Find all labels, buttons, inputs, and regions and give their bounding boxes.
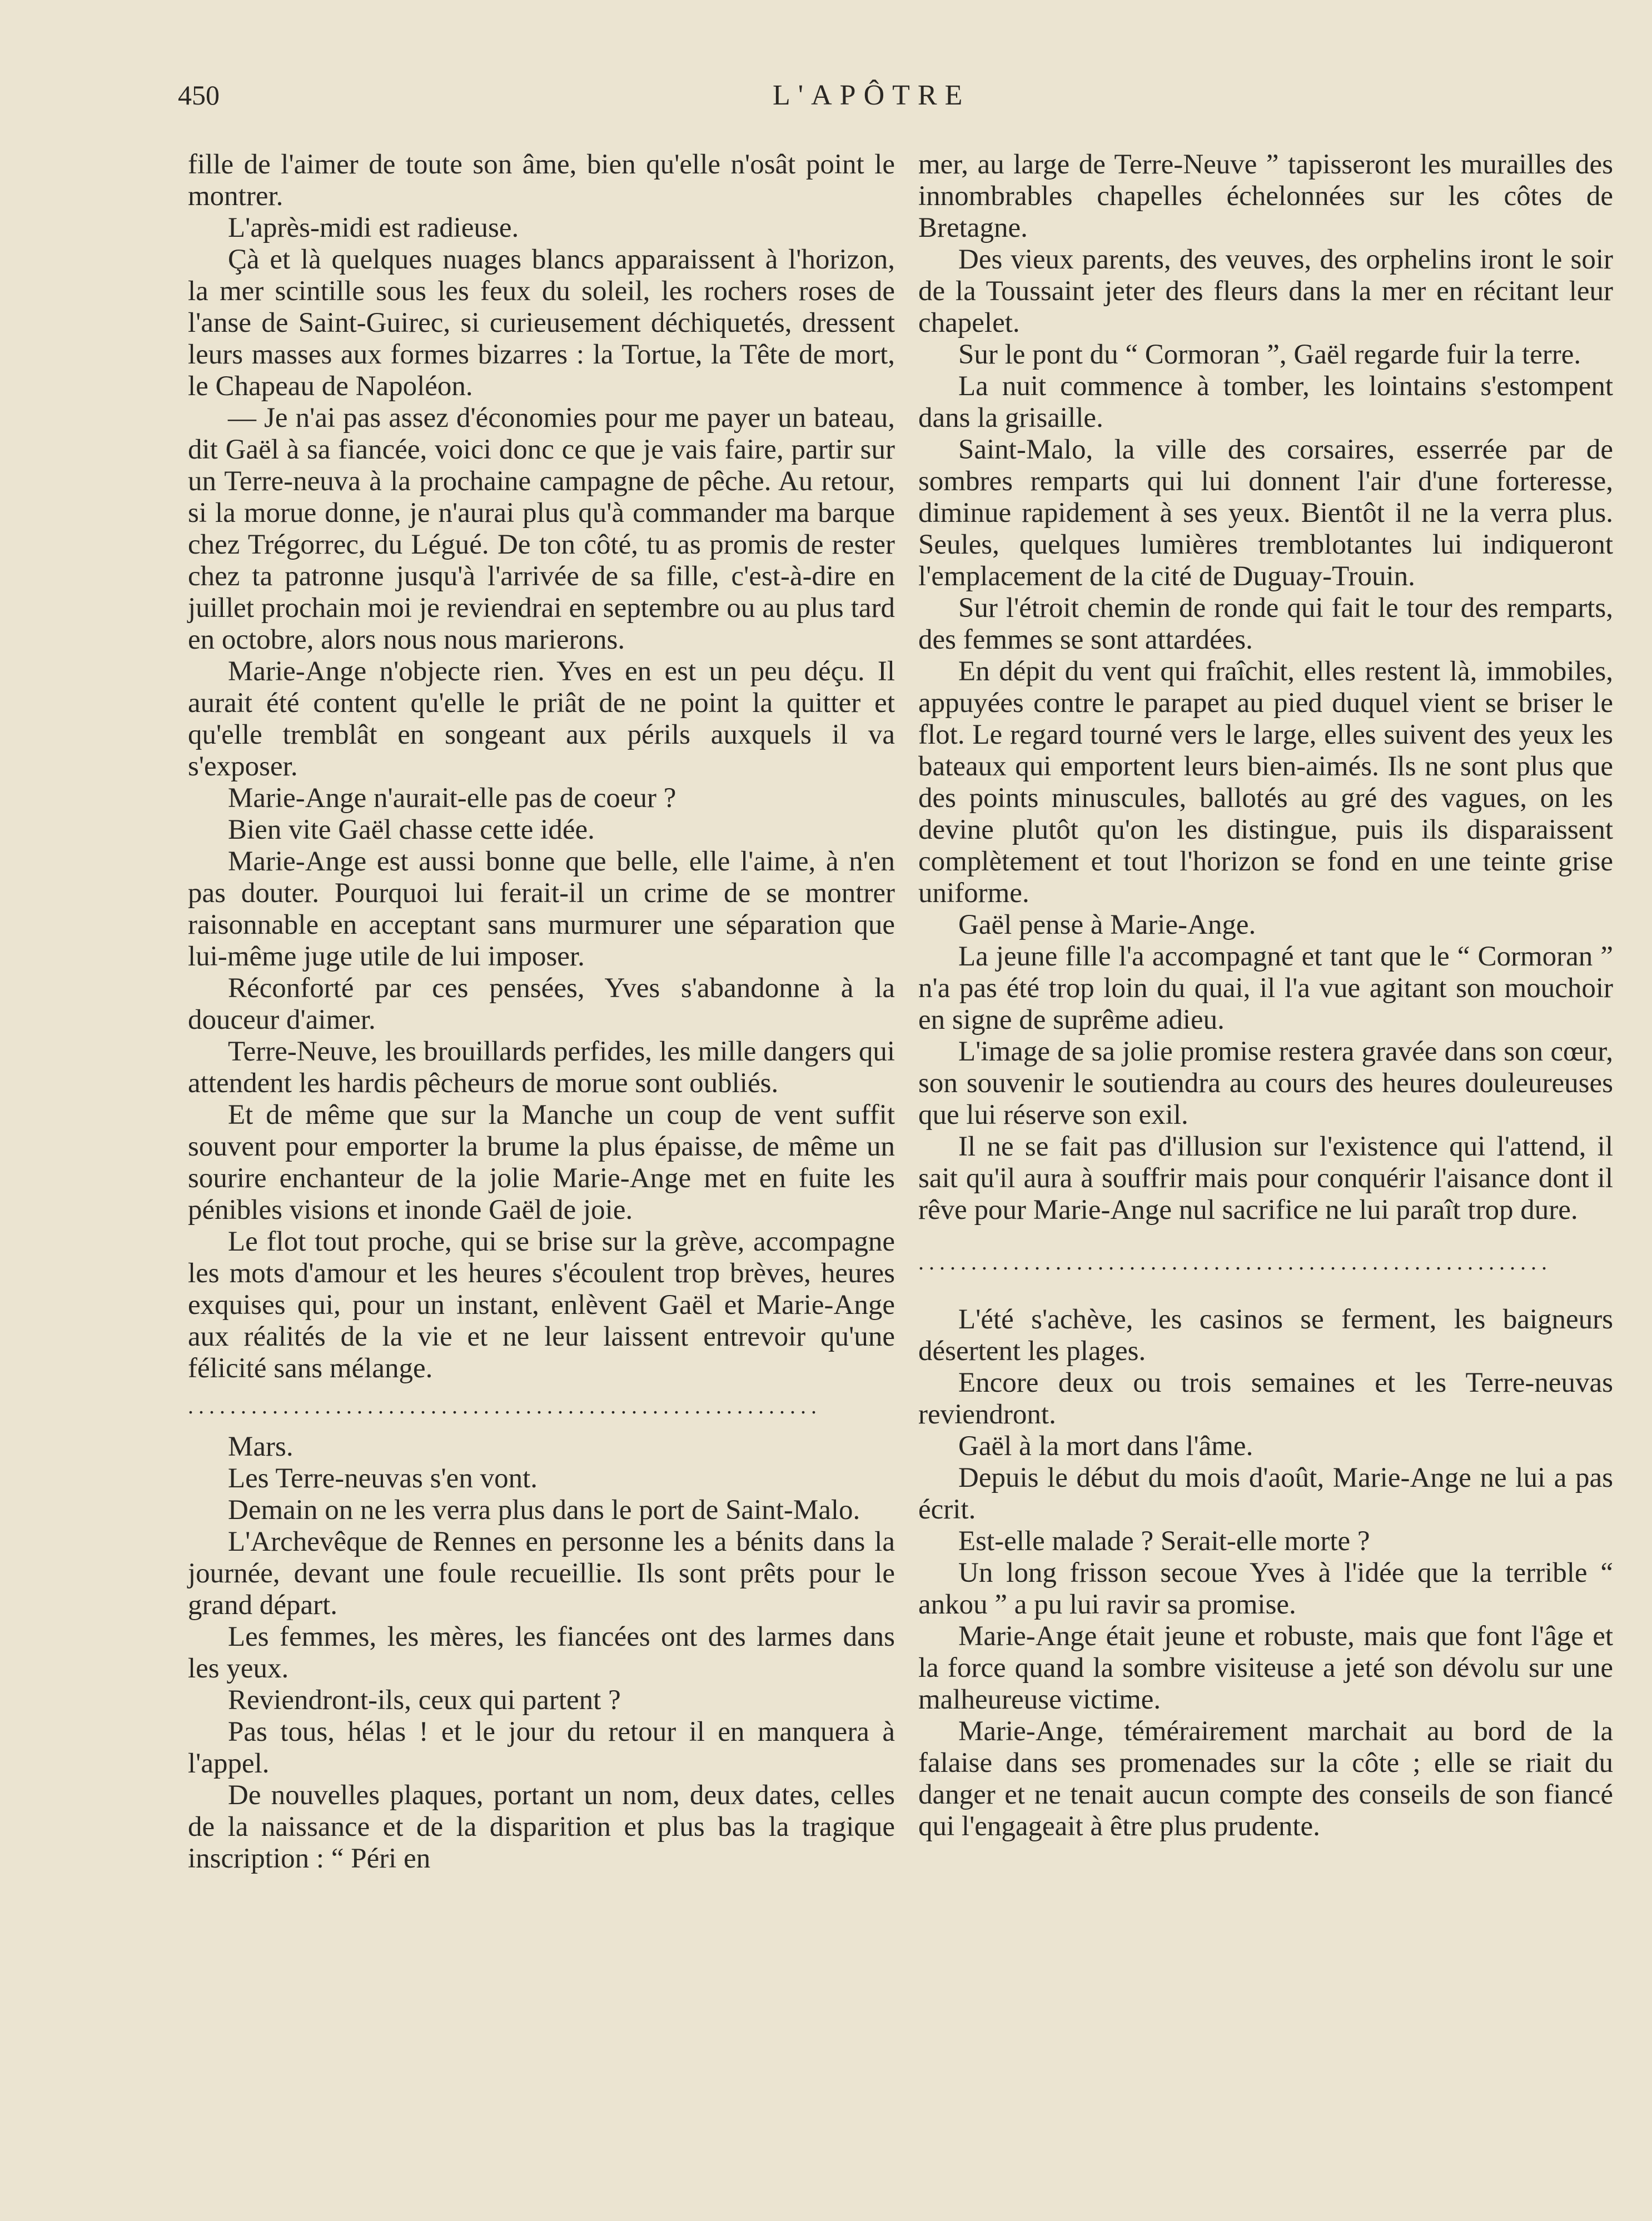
paragraph: Gaël pense à Marie-Ange.: [958, 909, 1256, 940]
paragraph: Réconforté par ces pensées, Yves s'abandonne à la douceur d'aimer.: [188, 973, 895, 1035]
paragraph: Est-elle malade ? Serait-elle morte ?: [958, 1526, 1370, 1557]
paragraph: Terre-Neuve, les brouillards perfides, les mille dangers qui attendent les hardis pêcheurs de morue sont oubliés.: [188, 1036, 895, 1099]
paragraph: Les femmes, les mères, les fiancées ont des larmes dans les yeux.: [188, 1621, 895, 1684]
paragraph: Le flot tout proche, qui se brise sur la grève, accompagne les mots d'amour et les heures s'écoulent trop brèves, heures exquises qui, pour un instant, enlèvent Gaël et Marie-Ange aux réalités de la vie et ne leur laissent entrevoir qu'une félicité sans mélange.: [188, 1226, 895, 1384]
paragraph: La jeune fille l'a accompagné et tant que le “ Cormoran ” n'a pas été trop loin du quai, il l'a vue agitant son mouchoir en signe de suprême adieu.: [918, 941, 1613, 1035]
paragraph: Il ne se fait pas d'illusion sur l'existence qui l'attend, il sait qu'il aura à souffrir mais pour conquérir l'aisance dont il rêve pour Marie-Ange nul sacrifice ne lui paraît trop dure.: [918, 1131, 1613, 1226]
paragraph: Depuis le début du mois d'août, Marie-Ange ne lui a pas écrit.: [918, 1462, 1613, 1525]
paragraph: Marie-Ange n'aurait-elle pas de coeur ?: [228, 783, 676, 814]
paragraph: Çà et là quelques nuages blancs apparaissent à l'horizon, la mer scintille sous les feux du soleil, les rochers roses de l'anse de Saint-Guirec, si curieusement déchiquetés, dressent leurs masses aux formes bizarres : la Tortue, la Tête de mort, le Chapeau de Napoléon.: [188, 244, 895, 402]
paragraph: La nuit commence à tomber, les lointains s'estompent dans la grisaille.: [918, 371, 1613, 434]
right-column: [918, 149, 1613, 1842]
paragraph: Reviendront-ils, ceux qui partent ?: [228, 1685, 621, 1716]
paragraph: Un long frisson secoue Yves à l'idée que la terrible “ ankou ” a pu lui ravir sa promise.: [918, 1557, 1613, 1620]
paragraph: Les Terre-neuvas s'en vont.: [228, 1463, 538, 1494]
paragraph: Et de même que sur la Manche un coup de vent suffit souvent pour emporter la brume la plus épaisse, de même un sourire enchanteur de la jolie Marie-Ange met en fuite les pénibles visions et inonde Gaël de joie.: [188, 1099, 895, 1226]
section-break: ............................................................: [188, 1398, 822, 1415]
paragraph: — Je n'ai pas assez d'économies pour me payer un bateau, dit Gaël à sa fiancée, voici donc ce que je vais faire, partir sur un Terre-neuva à la prochaine campagne de pêche. Au retour, si la morue donne, je n'aurai plus qu'à commander ma barque chez Trégorrec, du Légué. De ton côté, tu as promis de rester chez ta patronne jusqu'à l'arrivée de sa fille, c'est-à-dire en juillet prochain moi je reviendrai en septembre ou au plus tard en octobre, alors nous nous marierons.: [188, 402, 895, 655]
paragraph: fille de l'aimer de toute son âme, bien qu'elle n'osât point le montrer.: [188, 149, 895, 212]
page-number: 450: [178, 79, 220, 111]
paragraph: Encore deux ou trois semaines et les Terre-neuvas reviendront.: [918, 1367, 1613, 1430]
paragraph: Marie-Ange était jeune et robuste, mais que font l'âge et la force quand la sombre visiteuse a jeté son dévolu sur une malheureuse victime.: [918, 1621, 1613, 1715]
paragraph: Bien vite Gaël chasse cette idée.: [228, 814, 595, 845]
running-title: L'APÔTRE: [773, 79, 971, 111]
paragraph: Marie-Ange n'objecte rien. Yves en est un peu déçu. Il aurait été content qu'elle le priât de ne point la quitter et qu'elle tremblât en songeant aux périls auxquels il va s'exposer.: [188, 656, 895, 782]
paragraph: mer, au large de Terre-Neuve ” tapisseront les murailles des innombrables chapelles échelonnées sur les côtes de Bretagne.: [918, 149, 1613, 243]
paragraph: Demain on ne les verra plus dans le port de Saint-Malo.: [228, 1495, 860, 1526]
paragraph: L'image de sa jolie promise restera gravée dans son cœur, son souvenir le soutiendra au cours des heures douleureuses que lui réserve son exil.: [918, 1036, 1613, 1131]
section-break: ............................................................: [918, 1254, 1552, 1271]
paragraph: Sur l'étroit chemin de ronde qui fait le tour des remparts, des femmes se sont attardées.: [918, 592, 1613, 655]
paragraph: L'été s'achève, les casinos se ferment, les baigneurs désertent les plages.: [918, 1304, 1613, 1367]
paragraph: Marie-Ange est aussi bonne que belle, elle l'aime, à n'en pas douter. Pourquoi lui ferait-il un crime de se montrer raisonnable en acceptant sans murmurer une séparation que lui-même juge utile de lui imposer.: [188, 846, 895, 972]
paragraph: Pas tous, hélas ! et le jour du retour il en manquera à l'appel.: [188, 1716, 895, 1779]
paragraph: Des vieux parents, des veuves, des orphelins iront le soir de la Toussaint jeter des fleurs dans la mer en récitant leur chapelet.: [918, 244, 1613, 338]
paragraph: L'Archevêque de Rennes en personne les a bénits dans la journée, devant une foule recueillie. Ils sont prêts pour le grand départ.: [188, 1526, 895, 1621]
paragraph: De nouvelles plaques, portant un nom, deux dates, celles de la naissance et de la disparition et plus bas la tragique inscription : “ Péri en: [188, 1780, 895, 1874]
left-column: [188, 149, 895, 1875]
paragraph: Sur le pont du “ Cormoran ”, Gaël regarde fuir la terre.: [958, 339, 1581, 370]
paragraph: Mars.: [228, 1431, 293, 1462]
paragraph: Saint-Malo, la ville des corsaires, esserrée par de sombres remparts qui lui donnent l'air d'une forteresse, diminue rapidement à ses yeux. Bientôt il ne la verra plus. Seules, quelques lumières tremblotantes lui indiqueront l'emplacement de la cité de Duguay-Trouin.: [918, 434, 1613, 592]
paragraph: L'après-midi est radieuse.: [228, 212, 519, 243]
paragraph: Marie-Ange, témérairement marchait au bord de la falaise dans ses promenades sur la côte ; elle se riait du danger et ne tenait aucun compte des conseils de son fiancé qui l'engageait à être plus prudente.: [918, 1716, 1613, 1842]
paragraph: En dépit du vent qui fraîchit, elles restent là, immobiles, appuyées contre le parapet au pied duquel vient se briser le flot. Le regard tourné vers le large, elles suivent des yeux les bateaux qui emportent leurs bien-aimés. Ils ne sont plus que des points minuscules, ballotés au gré des vagues, on les devine plutôt qu'on les distingue, puis ils disparaissent complètement et tout l'horizon se fond en une teinte grise uniforme.: [918, 656, 1613, 909]
paragraph: Gaël à la mort dans l'âme.: [958, 1431, 1253, 1462]
